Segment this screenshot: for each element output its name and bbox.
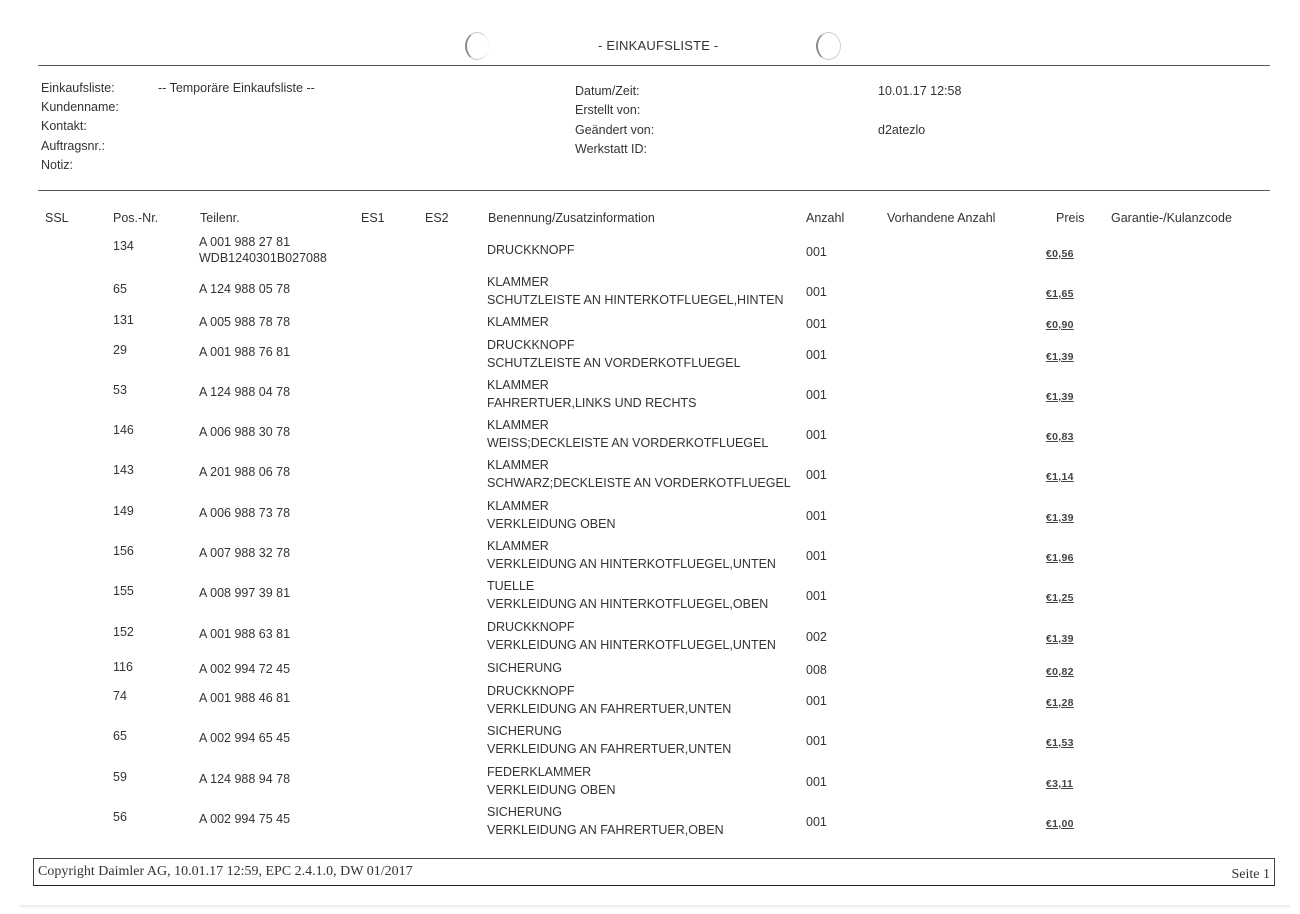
header-pos: Pos.-Nr.: [113, 211, 159, 225]
cell-price[interactable]: €1,39: [1046, 351, 1074, 363]
cell-part: A 007 988 32 78: [199, 546, 291, 560]
meta-label-datum: Datum/Zeit:: [575, 84, 640, 98]
page-number: Seite 1: [1231, 867, 1270, 882]
cell-price[interactable]: €1,25: [1046, 592, 1074, 604]
cell-part: A 006 988 30 78: [199, 425, 291, 439]
cell-desc: KLAMMER: [487, 418, 549, 432]
meta-value-datum: 10.01.17 12:58: [878, 84, 962, 98]
cell-desc: SICHERUNG: [487, 661, 563, 675]
cell-pos: 149: [113, 504, 134, 518]
cell-pos: 65: [113, 729, 127, 743]
cell-desc-extra: VERKLEIDUNG AN FAHRERTUER,UNTEN: [487, 702, 732, 716]
cell-part: A 002 994 72 45: [199, 662, 291, 676]
cell-qty: 001: [806, 245, 827, 259]
cell-pos: 146: [113, 423, 134, 437]
cell-desc-extra: VERKLEIDUNG AN HINTERKOTFLUEGEL,UNTEN: [487, 557, 776, 571]
cell-part: A 201 988 06 78: [199, 465, 291, 479]
cell-price[interactable]: €1,96: [1046, 552, 1074, 564]
cell-desc: KLAMMER: [487, 539, 549, 553]
cell-price[interactable]: €0,83: [1046, 431, 1074, 443]
header-es2: ES2: [425, 211, 449, 225]
cell-price[interactable]: €3,11: [1046, 778, 1074, 790]
meta-value-einkaufsliste: -- Temporäre Einkaufsliste --: [158, 81, 315, 95]
cell-qty: 001: [806, 815, 827, 829]
meta-value-geaendert: d2atezlo: [878, 123, 926, 137]
cell-qty: 001: [806, 285, 827, 299]
cell-part: A 005 988 78 78: [199, 315, 291, 329]
cell-price[interactable]: €1,14: [1046, 471, 1074, 483]
cell-pos: 74: [113, 689, 127, 703]
cell-price[interactable]: €1,00: [1046, 818, 1074, 830]
cell-qty: 001: [806, 348, 827, 362]
cell-part: A 002 994 65 45: [199, 731, 291, 745]
cell-desc-extra: SCHUTZLEISTE AN HINTERKOTFLUEGEL,HINTEN: [487, 293, 784, 307]
cell-qty: 001: [806, 388, 827, 402]
cell-desc: DRUCKKNOPF: [487, 243, 575, 257]
cell-part: A 124 988 94 78: [199, 772, 291, 786]
cell-desc-extra: SCHUTZLEISTE AN VORDERKOTFLUEGEL: [487, 356, 741, 370]
cell-desc: KLAMMER: [487, 315, 549, 329]
meta-label-kontakt: Kontakt:: [41, 119, 87, 133]
cell-part: A 001 988 76 81: [199, 345, 291, 359]
document-title: - EINKAUFSLISTE -: [598, 38, 719, 53]
cell-pos: 59: [113, 770, 127, 784]
cell-desc-extra: FAHRERTUER,LINKS UND RECHTS: [487, 396, 697, 410]
cell-price[interactable]: €0,90: [1046, 319, 1074, 331]
meta-label-auftragsnr: Auftragsnr.:: [41, 139, 105, 153]
cell-desc-extra: WEISS;DECKLEISTE AN VORDERKOTFLUEGEL: [487, 436, 769, 450]
meta-label-geaendert: Geändert von:: [575, 123, 655, 137]
cell-desc: DRUCKKNOPF: [487, 338, 575, 352]
cell-price[interactable]: €1,65: [1046, 288, 1074, 300]
cell-part: A 001 988 46 81: [199, 691, 291, 705]
cell-part: A 124 988 05 78: [199, 282, 291, 296]
cell-part: A 001 988 27 81: [199, 235, 291, 249]
cell-part: A 002 994 75 45: [199, 812, 291, 826]
cell-desc: KLAMMER: [487, 275, 549, 289]
cell-part: A 008 997 39 81: [199, 586, 291, 600]
header-es1: ES1: [361, 211, 385, 225]
header-qty: Anzahl: [806, 211, 845, 225]
cell-desc: SICHERUNG: [487, 724, 563, 738]
cell-pos: 134: [113, 239, 134, 253]
punch-hole-mark: [465, 32, 489, 60]
cell-qty: 001: [806, 589, 827, 603]
cell-qty: 001: [806, 428, 827, 442]
header-price: Preis: [1056, 211, 1085, 225]
cell-desc: TUELLE: [487, 579, 535, 593]
cell-desc-extra: VERKLEIDUNG AN FAHRERTUER,UNTEN: [487, 742, 732, 756]
meta-label-erstellt: Erstellt von:: [575, 103, 641, 117]
cell-price[interactable]: €0,56: [1046, 248, 1074, 260]
cell-desc: KLAMMER: [487, 378, 549, 392]
cell-qty: 002: [806, 630, 827, 644]
cell-qty: 001: [806, 775, 827, 789]
header-part: Teilenr.: [200, 211, 240, 225]
cell-vin: WDB1240301B027088: [199, 251, 327, 265]
cell-pos: 155: [113, 584, 134, 598]
copyright-text: Copyright Daimler AG, 10.01.17 12:59, EPC 2.4.1.0, DW 01/2017: [38, 864, 413, 879]
meta-label-kundenname: Kundenname:: [41, 100, 119, 114]
cell-desc-extra: VERKLEIDUNG OBEN: [487, 517, 616, 531]
cell-price[interactable]: €1,39: [1046, 512, 1074, 524]
cell-price[interactable]: €1,39: [1046, 633, 1074, 645]
divider: [38, 65, 1270, 66]
meta-label-einkaufsliste: Einkaufsliste:: [41, 81, 115, 95]
cell-desc: KLAMMER: [487, 499, 549, 513]
cell-pos: 156: [113, 544, 134, 558]
cell-qty: 001: [806, 549, 827, 563]
cell-pos: 131: [113, 313, 134, 327]
cell-part: A 001 988 63 81: [199, 627, 291, 641]
cell-pos: 29: [113, 343, 127, 357]
cell-price[interactable]: €1,28: [1046, 697, 1074, 709]
header-desc: Benennung/Zusatzinformation: [488, 211, 655, 225]
cell-price[interactable]: €1,39: [1046, 391, 1074, 403]
cell-pos: 65: [113, 282, 127, 296]
cell-qty: 001: [806, 734, 827, 748]
cell-qty: 001: [806, 468, 827, 482]
cell-qty: 001: [806, 694, 827, 708]
cell-desc-extra: VERKLEIDUNG AN HINTERKOTFLUEGEL,OBEN: [487, 597, 769, 611]
cell-desc-extra: VERKLEIDUNG OBEN: [487, 783, 616, 797]
cell-price[interactable]: €1,53: [1046, 737, 1074, 749]
cell-qty: 001: [806, 509, 827, 523]
punch-hole-mark: [816, 32, 841, 60]
footer: [33, 858, 1275, 886]
cell-part: A 124 988 04 78: [199, 385, 291, 399]
meta-label-notiz: Notiz:: [41, 158, 73, 172]
cell-desc: SICHERUNG: [487, 805, 563, 819]
cell-qty: 001: [806, 317, 827, 331]
cell-desc: DRUCKKNOPF: [487, 684, 575, 698]
cell-desc-extra: VERKLEIDUNG AN HINTERKOTFLUEGEL,UNTEN: [487, 638, 776, 652]
cell-pos: 143: [113, 463, 134, 477]
cell-pos: 53: [113, 383, 127, 397]
cell-part: A 006 988 73 78: [199, 506, 291, 520]
cell-pos: 56: [113, 810, 127, 824]
cell-desc-extra: VERKLEIDUNG AN FAHRERTUER,OBEN: [487, 823, 724, 837]
cell-price[interactable]: €0,82: [1046, 666, 1074, 678]
meta-label-werkstatt: Werkstatt ID:: [575, 142, 648, 156]
cell-qty: 008: [806, 663, 827, 677]
divider: [38, 190, 1270, 191]
cell-desc: KLAMMER: [487, 458, 549, 472]
cell-pos: 116: [113, 660, 133, 674]
scan-edge: [20, 905, 1290, 909]
cell-pos: 152: [113, 625, 134, 639]
header-warranty: Garantie-/Kulanzcode: [1111, 211, 1232, 225]
header-ssl: SSL: [45, 211, 69, 225]
cell-desc: DRUCKKNOPF: [487, 620, 575, 634]
header-available: Vorhandene Anzahl: [887, 211, 996, 225]
cell-desc-extra: SCHWARZ;DECKLEISTE AN VORDERKOTFLUEGEL: [487, 476, 791, 490]
cell-desc: FEDERKLAMMER: [487, 765, 592, 779]
